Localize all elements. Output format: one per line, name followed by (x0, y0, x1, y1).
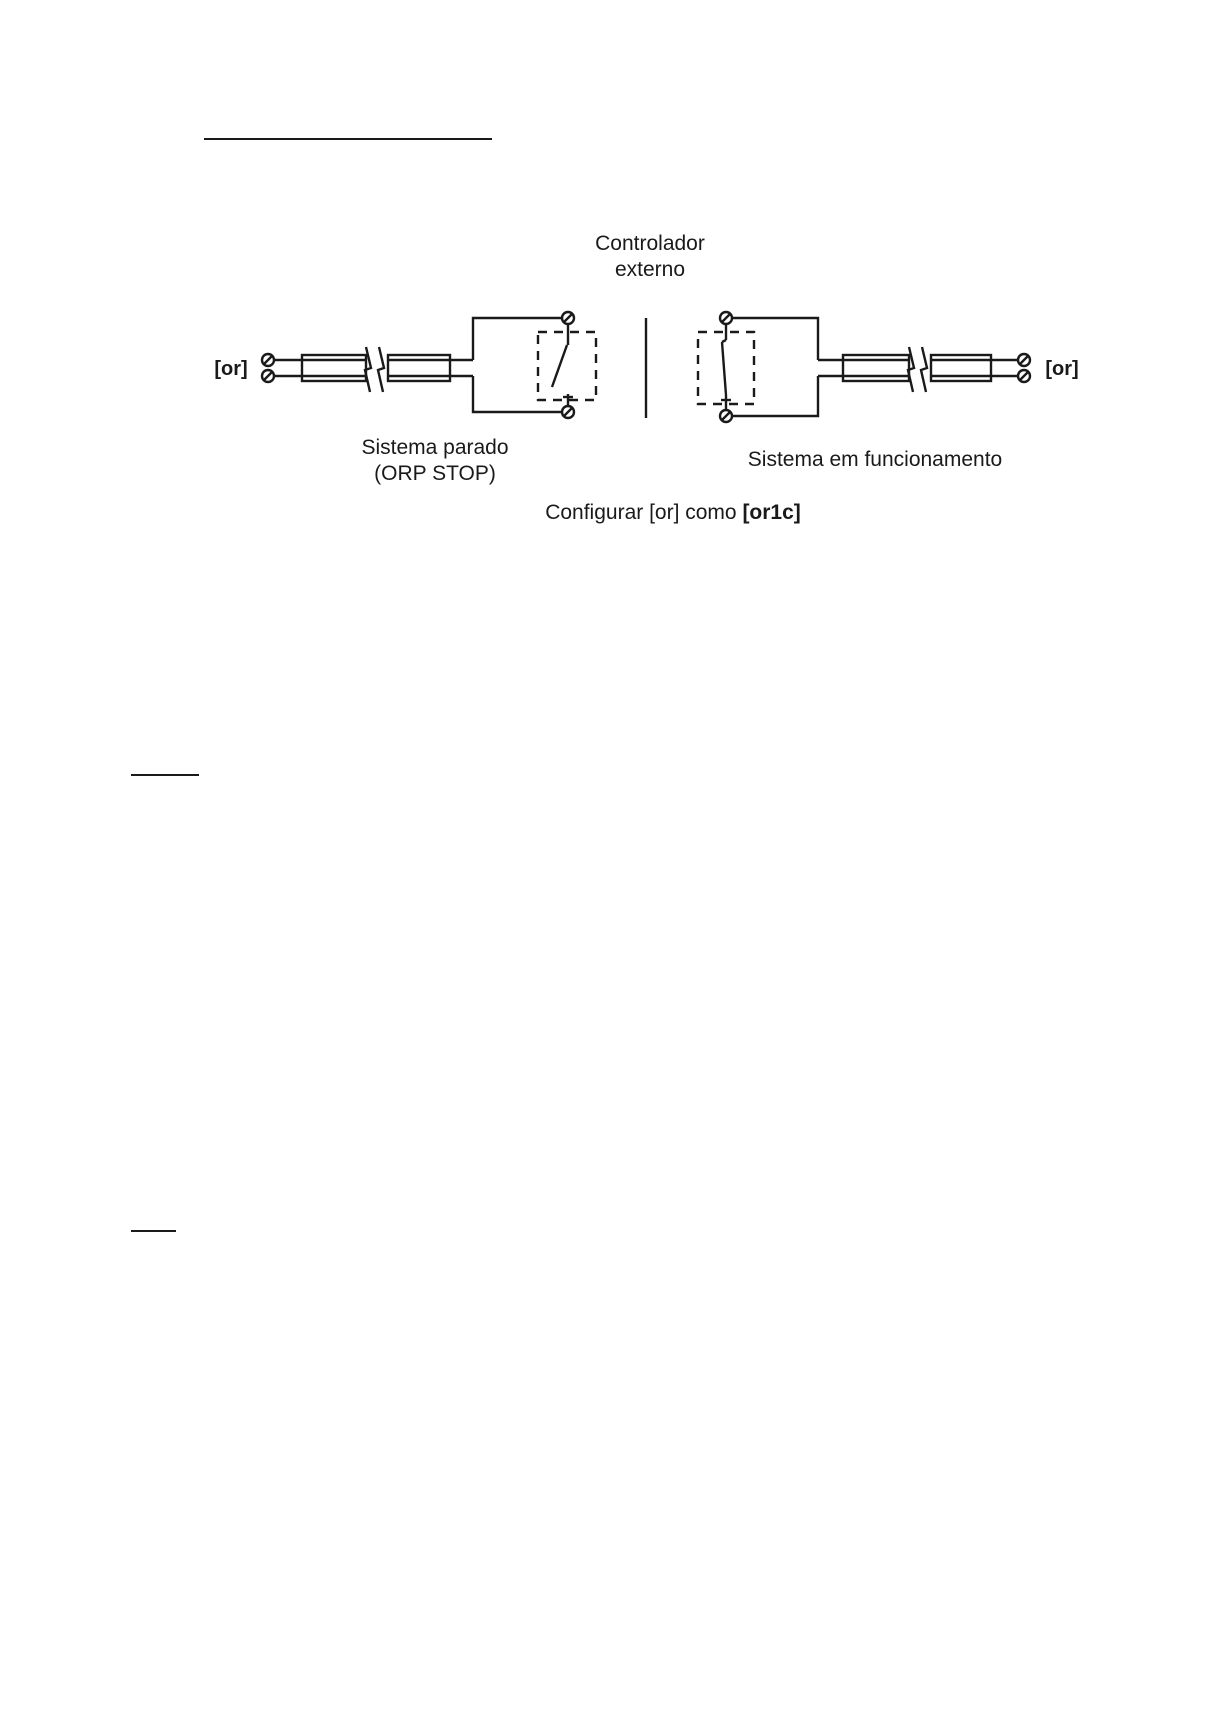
right-terminals (991, 354, 1030, 382)
right-cable (843, 347, 991, 392)
right-terminal-label: [or] (1045, 358, 1079, 380)
config-value: [or1c] (742, 501, 801, 524)
diagram-title-line2: externo (614, 258, 686, 281)
diagram-title-line1: Controlador (595, 232, 705, 255)
left-switch-open (538, 312, 596, 418)
left-terminals (262, 354, 302, 382)
config-prefix: Configurar [or] como (545, 501, 743, 524)
config-instruction (545, 501, 801, 524)
left-terminal-label: [or] (214, 358, 248, 380)
right-state-label: Sistema em funcionamento (747, 448, 1003, 471)
left-cable (302, 347, 450, 392)
left-state-line2: (ORP STOP) (374, 462, 496, 485)
left-state-line1: Sistema parado (361, 436, 509, 459)
right-switch-closed (698, 312, 754, 422)
